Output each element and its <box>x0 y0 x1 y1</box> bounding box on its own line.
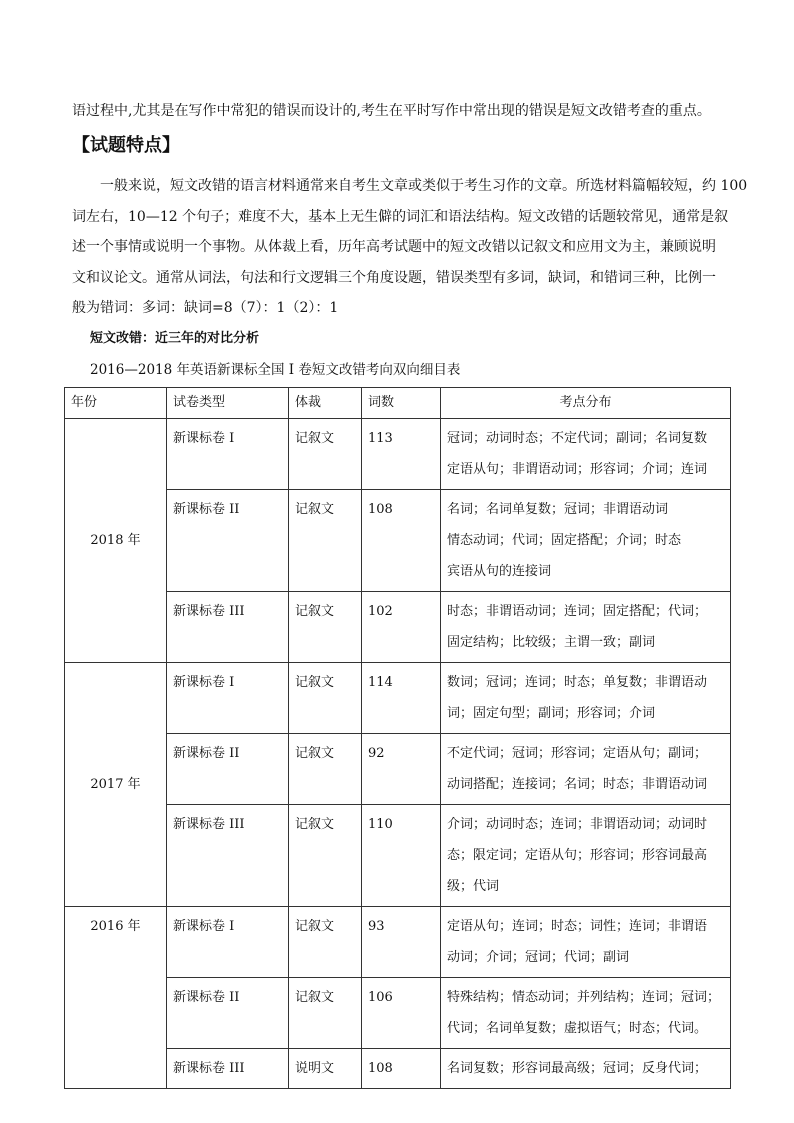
table-row <box>65 907 731 978</box>
table-subheading: 短文改错：近三年的对比分析 <box>90 331 260 346</box>
header-test-points: 考点分布 <box>441 388 731 419</box>
paper-type-cell: 新课标卷 I <box>167 907 289 978</box>
genre-cell: 记叙文 <box>289 978 362 1049</box>
test-points-cell <box>441 978 731 1049</box>
intro-text-line: 语过程中,尤其是在写作中常犯的错误而设计的,考生在平时写作中常出现的错误是短文改错考查的重点。 <box>72 103 711 119</box>
paper-type-cell: 新课标卷 I <box>167 663 289 734</box>
test-points-cell <box>441 734 731 805</box>
header-genre: 体裁 <box>289 388 362 419</box>
points-line: 不定代词；冠词；形容词；定语从句；副词； <box>447 746 708 761</box>
table-header-row <box>65 388 731 419</box>
word-count-cell: 113 <box>362 419 441 490</box>
test-points-cell <box>441 1049 731 1089</box>
word-count-cell: 110 <box>362 805 441 907</box>
paragraph-line: 述一个事情或说明一个事物。从体裁上看，历年高考试题中的短文改错以记叙文和应用文为主，兼顾说明 <box>72 239 716 255</box>
year-cell: 2016 年 <box>65 907 167 1089</box>
genre-cell: 记叙文 <box>289 419 362 490</box>
word-count-cell: 106 <box>362 978 441 1049</box>
paragraph-line: 一般来说，短文改错的语言材料通常来自考生文章或类似于考生习作的文章。所选材料篇幅较短，约 100 <box>100 178 748 194</box>
word-count-cell: 92 <box>362 734 441 805</box>
paper-type-cell: 新课标卷 II <box>167 734 289 805</box>
points-line: 词；固定句型；副词；形容词；介词 <box>447 706 656 721</box>
points-line: 固定结构；比较级；主谓一致；副词 <box>447 635 656 650</box>
table-row <box>65 663 731 734</box>
points-line: 代词；名词单复数；虚拟语气；时态；代词。 <box>447 1021 708 1036</box>
points-line: 时态；非谓语动词；连词；固定搭配；代词； <box>447 604 708 619</box>
points-line: 数词；冠词；连词；时态；单复数；非谓语动 <box>447 675 708 690</box>
points-line: 定语从句；非谓语动词；形容词；介词；连词 <box>447 462 708 477</box>
paper-type-cell: 新课标卷 II <box>167 490 289 592</box>
genre-cell: 记叙文 <box>289 663 362 734</box>
word-count-cell: 102 <box>362 592 441 663</box>
word-count-cell: 114 <box>362 663 441 734</box>
genre-cell: 记叙文 <box>289 907 362 978</box>
header-paper-type: 试卷类型 <box>167 388 289 419</box>
paragraph-line: 般为错词：多词：缺词=8（7）：1（2）：1 <box>72 300 339 316</box>
genre-cell: 记叙文 <box>289 490 362 592</box>
paper-type-cell: 新课标卷 III <box>167 805 289 907</box>
test-points-cell <box>441 663 731 734</box>
points-line: 名词；名词单复数；冠词；非谓语动词 <box>447 502 669 517</box>
table-caption: 2016—2018 年英语新课标全国 I 卷短文改错考向双向细目表 <box>90 362 461 378</box>
word-count-cell: 108 <box>362 1049 441 1089</box>
test-points-cell <box>441 907 731 978</box>
points-line: 动词；介词；冠词；代词；副词 <box>447 950 630 965</box>
genre-cell: 记叙文 <box>289 592 362 663</box>
points-line: 定语从句；连词；时态；词性；连词；非谓语 <box>447 919 708 934</box>
section-heading: 【试题特点】 <box>72 135 180 156</box>
paragraph-line: 词左右，10—12 个句子；难度不大，基本上无生僻的词汇和语法结构。短文改错的话题较常见，通常是叙 <box>72 209 729 225</box>
points-line: 态；限定词；定语从句；形容词；形容词最高 <box>447 848 708 863</box>
points-line: 情态动词；代词；固定搭配；介词；时态 <box>447 533 682 548</box>
year-cell: 2018 年 <box>65 419 167 663</box>
test-points-cell <box>441 592 731 663</box>
header-year: 年份 <box>65 388 167 419</box>
year-cell: 2017 年 <box>65 663 167 907</box>
test-points-cell <box>441 419 731 490</box>
word-count-cell: 93 <box>362 907 441 978</box>
points-line: 宾语从句的连接词 <box>447 564 552 579</box>
points-line: 特殊结构；情态动词；并列结构；连词；冠词； <box>447 990 721 1005</box>
paper-type-cell: 新课标卷 I <box>167 419 289 490</box>
genre-cell: 记叙文 <box>289 805 362 907</box>
points-line: 名词复数；形容词最高级；冠词；反身代词； <box>447 1061 708 1076</box>
genre-cell: 说明文 <box>289 1049 362 1089</box>
header-word-count: 词数 <box>362 388 441 419</box>
points-line: 冠词；动词时态；不定代词；副词；名词复数 <box>447 431 708 446</box>
test-points-cell <box>441 805 731 907</box>
points-line: 介词；动词时态；连词；非谓语动词；动词时 <box>447 817 708 832</box>
table-row <box>65 419 731 490</box>
paragraph-line: 文和议论文。通常从词法，句法和行文逻辑三个角度设题，错误类型有多词，缺词，和错词三种，比例一 <box>72 270 716 286</box>
points-line: 动词搭配；连接词；名词；时态；非谓语动词 <box>447 777 708 792</box>
paper-type-cell: 新课标卷 III <box>167 1049 289 1089</box>
genre-cell: 记叙文 <box>289 734 362 805</box>
paper-type-cell: 新课标卷 III <box>167 592 289 663</box>
points-line: 级；代词 <box>447 879 500 894</box>
word-count-cell: 108 <box>362 490 441 592</box>
paper-type-cell: 新课标卷 II <box>167 978 289 1049</box>
test-points-cell <box>441 490 731 592</box>
exam-analysis-table <box>64 387 731 1089</box>
